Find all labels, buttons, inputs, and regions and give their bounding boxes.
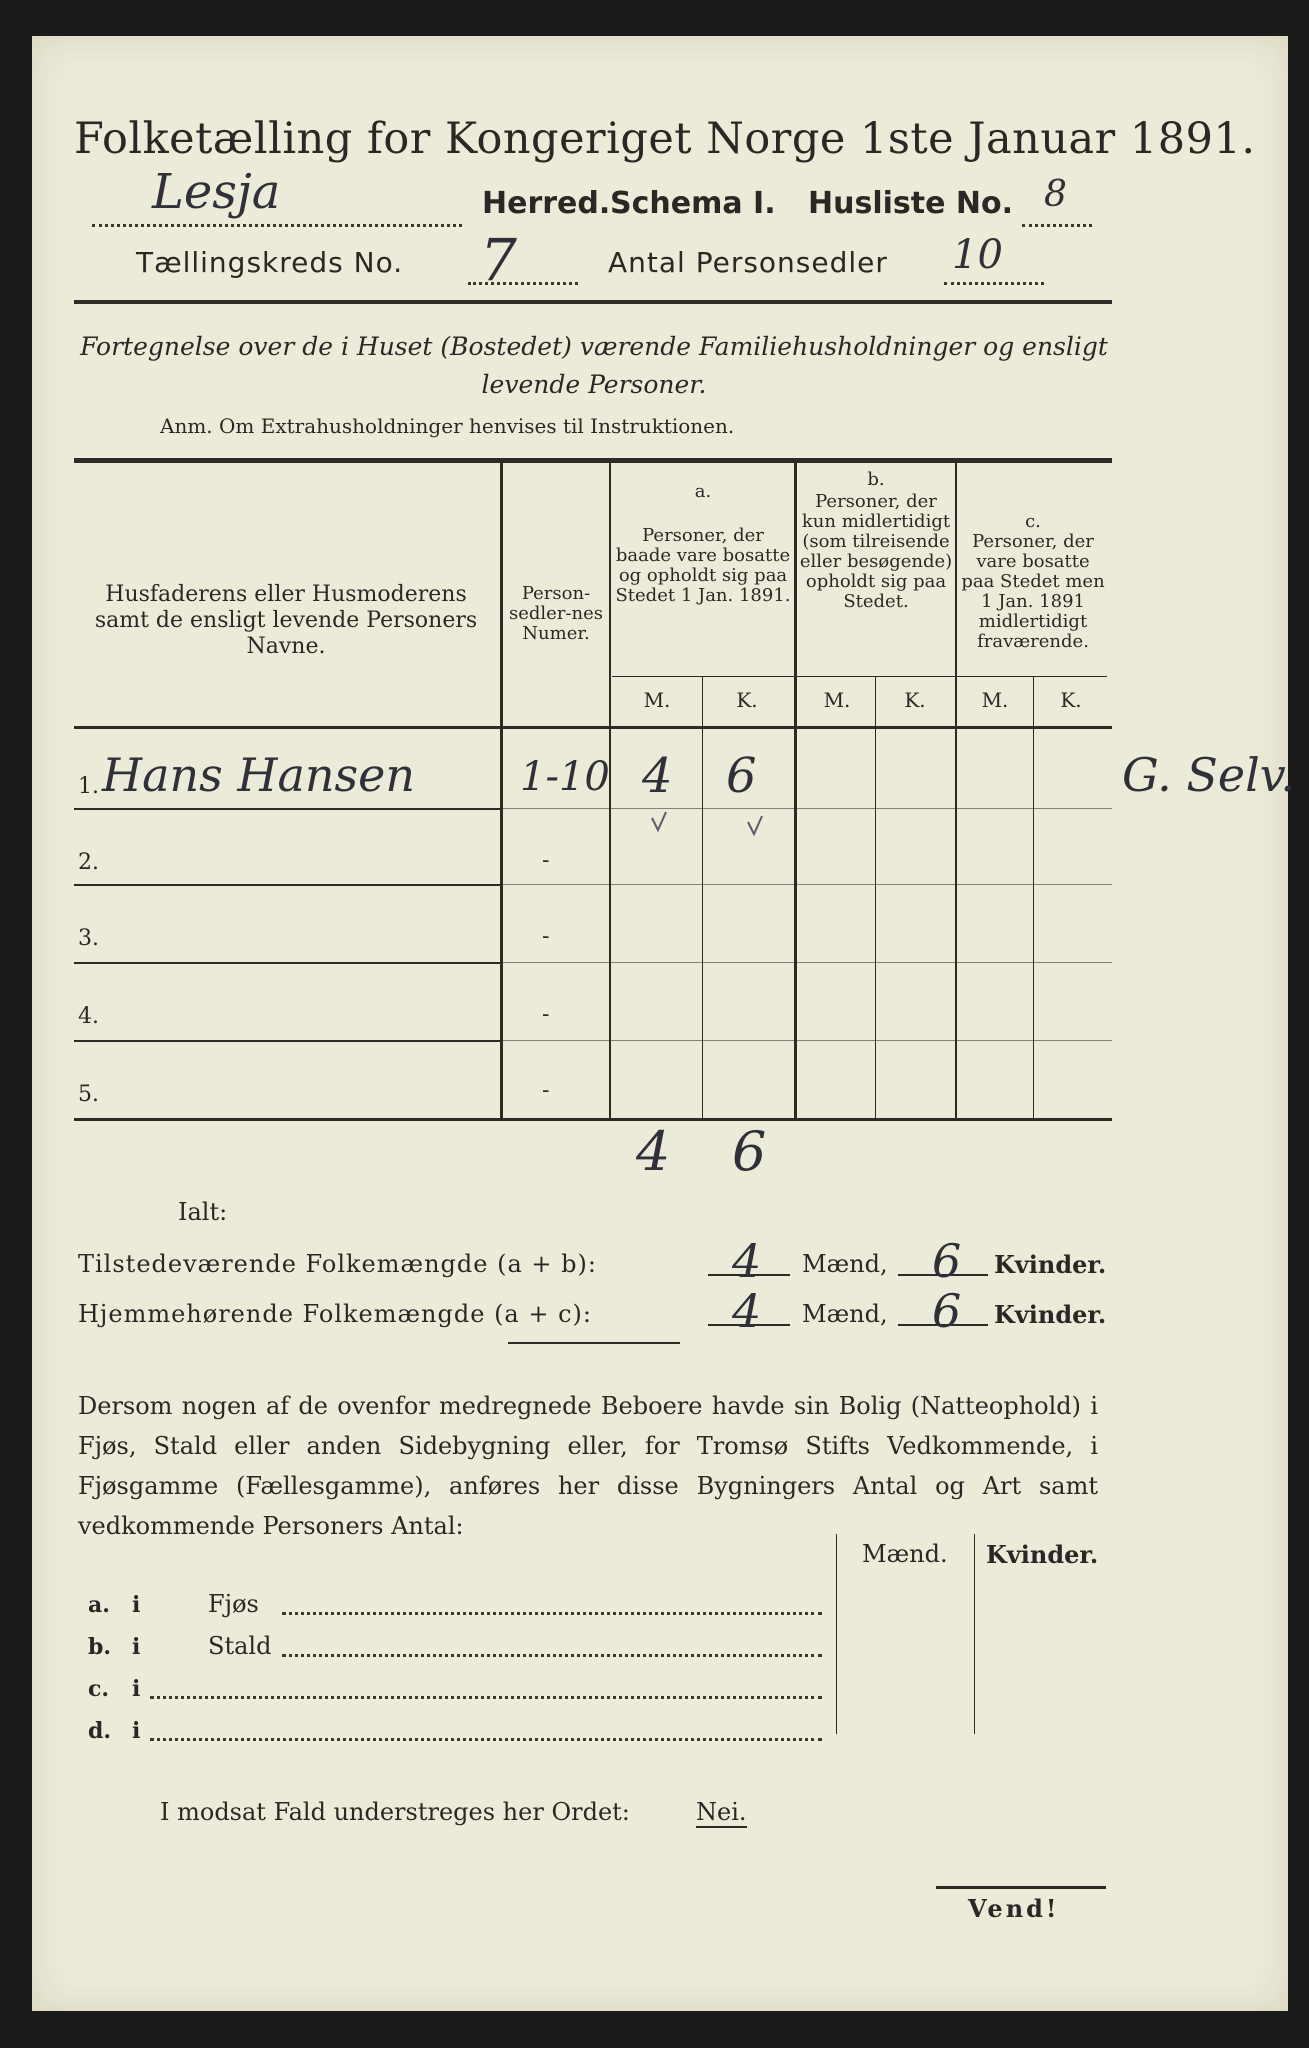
tilst-maend: Mænd,: [802, 1250, 888, 1278]
col-rule-a-mk: [702, 676, 703, 1121]
description-line-2: levende Personer.: [481, 370, 707, 399]
row-2-line-cells: [502, 884, 1112, 885]
row-1-a-k: 6: [726, 748, 757, 804]
row-3-line-name: [74, 962, 502, 964]
kreds-label: Tællingskreds No.: [136, 246, 404, 279]
buildings-col-rule-1: [836, 1534, 837, 1734]
row-1-line-name: [74, 808, 502, 810]
buildings-paragraph: Dersom nogen af de ovenfor medregnede Beboere havde sin Bolig (Natteophold) i Fjøs, Stald eller anden Sidebygning eller, for Tromsø Stifts Vedkommende, i Fjøsgamme (Fællesgamme), anføres her disse Bygningers Antal og Art samt vedkommende Personers Antal:: [78, 1392, 1098, 1540]
kreds-value: 7: [480, 226, 517, 294]
vend-rule: [936, 1886, 1106, 1889]
form-title: Folketælling for Kongeriget Norge 1ste Januar 1891.: [74, 114, 1256, 164]
sub-rule-b: [797, 676, 955, 677]
bldg-b-label: Stald: [208, 1632, 272, 1660]
schema-label: Schema I.: [610, 186, 776, 221]
description: [74, 328, 1114, 404]
col-b-m: M.: [823, 688, 851, 712]
bldg-a-label: Fjøs: [208, 1590, 259, 1618]
bldg-c-dotline: [150, 1686, 822, 1699]
tilst-kvinder: Kvinder.: [994, 1250, 1107, 1279]
col-header-a-letter: a.: [694, 481, 712, 502]
row-5-number: 5.: [78, 1082, 99, 1107]
row-4-line-name: [74, 1040, 502, 1042]
bldg-d-i: i: [132, 1718, 141, 1744]
annotation-note: Anm. Om Extrahusholdninger henvises til Instruktionen.: [160, 414, 735, 438]
tilst-m: 4: [732, 1234, 762, 1288]
col-header-numer: Person-sedler-nes Numer.: [509, 583, 603, 644]
hjem-label: Hjemmehørende Folkemængde (a + c):: [78, 1300, 592, 1328]
col-a-k: K.: [736, 688, 758, 712]
row-2-numer: -: [542, 848, 550, 873]
ialt-m: 4: [636, 1120, 671, 1183]
ialt-label: Ialt:: [178, 1198, 228, 1226]
row-2-line-name: [74, 884, 502, 886]
row-3-line-cells: [502, 962, 1112, 963]
col-header-name: Husfaderens eller Husmoderens samt de ensligt levende Personers Navne.: [94, 582, 478, 659]
row-3-numer: -: [542, 924, 550, 949]
bldg-b-dotline: [282, 1644, 822, 1657]
row-4-numer: -: [542, 1002, 550, 1027]
tilst-label: Tilstedeværende Folkemængde (a + b):: [78, 1250, 597, 1278]
hjem-kvinder: Kvinder.: [994, 1300, 1107, 1329]
husliste-value: 8: [1044, 174, 1067, 215]
col-header-c-letter: c.: [1025, 511, 1041, 532]
bldg-a-letter: a.: [88, 1592, 110, 1618]
tilst-k: 6: [932, 1234, 962, 1288]
bldg-d-letter: d.: [88, 1718, 112, 1744]
hjem-k: 6: [932, 1284, 962, 1338]
buildings-col-kvinder: Kvinder.: [986, 1540, 1099, 1569]
modsat-text: I modsat Fald understreges her Ordet:: [160, 1798, 630, 1826]
bldg-c-i: i: [132, 1676, 141, 1702]
hjem-m: 4: [732, 1284, 762, 1338]
bldg-a-dotline: [282, 1602, 822, 1615]
check-mark-icon: [652, 818, 653, 819]
col-b-k: K.: [904, 688, 926, 712]
husliste-label: Husliste No.: [808, 186, 1013, 221]
vend-text: Vend!: [968, 1894, 1060, 1923]
bldg-a-i: i: [132, 1592, 141, 1618]
bldg-b-letter: b.: [88, 1634, 112, 1660]
col-rule-4: [955, 463, 957, 1121]
header-rule: [74, 300, 1112, 304]
row-1-name: Hans Hansen: [102, 748, 416, 802]
census-form-page: [32, 36, 1295, 2011]
hjem-maend: Mænd,: [802, 1300, 888, 1328]
description-line-1: Fortegnelse over de i Huset (Bostedet) værende Familiehusholdninger og ensligt: [80, 332, 1108, 361]
antal-label: Antal Personsedler: [608, 246, 888, 279]
row-1-numer: 1-10: [520, 754, 610, 800]
row-4-line-cells: [502, 1040, 1112, 1041]
buildings-col-rule-2: [974, 1534, 975, 1734]
col-rule-c-mk: [1033, 676, 1034, 1121]
col-a-m: M.: [643, 688, 671, 712]
row-5-numer: -: [542, 1078, 550, 1103]
row-1-a-m: 4: [642, 748, 673, 804]
col-rule-1: [500, 463, 503, 1121]
row-1-note: G. Selv.: [1122, 748, 1295, 802]
sub-rule-c: [957, 676, 1107, 677]
row-2-number: 2.: [78, 850, 99, 875]
col-header-a: Personer, der baade vare bosatte og opholdt sig paa Stedet 1 Jan. 1891.: [615, 525, 791, 606]
ialt-k: 6: [732, 1120, 767, 1183]
herred-value: Lesja: [152, 164, 281, 220]
row-3-number: 3.: [78, 926, 99, 951]
col-header-b: Personer, der kun midlertidigt (som tilreisende eller besøgende) opholdt sig paa Stedet.: [799, 491, 953, 612]
col-rule-3: [794, 463, 797, 1121]
buildings-col-maend: Mænd.: [862, 1540, 948, 1568]
nei-word: Nei.: [696, 1798, 747, 1826]
col-c-m: M.: [981, 688, 1009, 712]
row-4-number: 4.: [78, 1004, 99, 1029]
col-rule-b-mk: [875, 676, 876, 1121]
bldg-d-dotline: [150, 1728, 822, 1741]
row-1-number: 1.: [78, 774, 99, 799]
col-header-b-letter: b.: [867, 469, 885, 490]
antal-value: 10: [952, 232, 1003, 278]
bldg-c-letter: c.: [88, 1676, 110, 1702]
bldg-b-i: i: [132, 1634, 141, 1660]
row-1-line-cells: [502, 808, 1112, 809]
sub-rule-a: [612, 676, 794, 677]
col-header-c: Personer, der vare bosatte paa Stedet men 1 Jan. 1891 midlertidigt fraværende.: [961, 531, 1105, 652]
herred-label: Herred.: [482, 186, 611, 221]
check-mark-icon: [748, 822, 749, 823]
section-divider: [508, 1342, 680, 1344]
col-c-k: K.: [1060, 688, 1082, 712]
